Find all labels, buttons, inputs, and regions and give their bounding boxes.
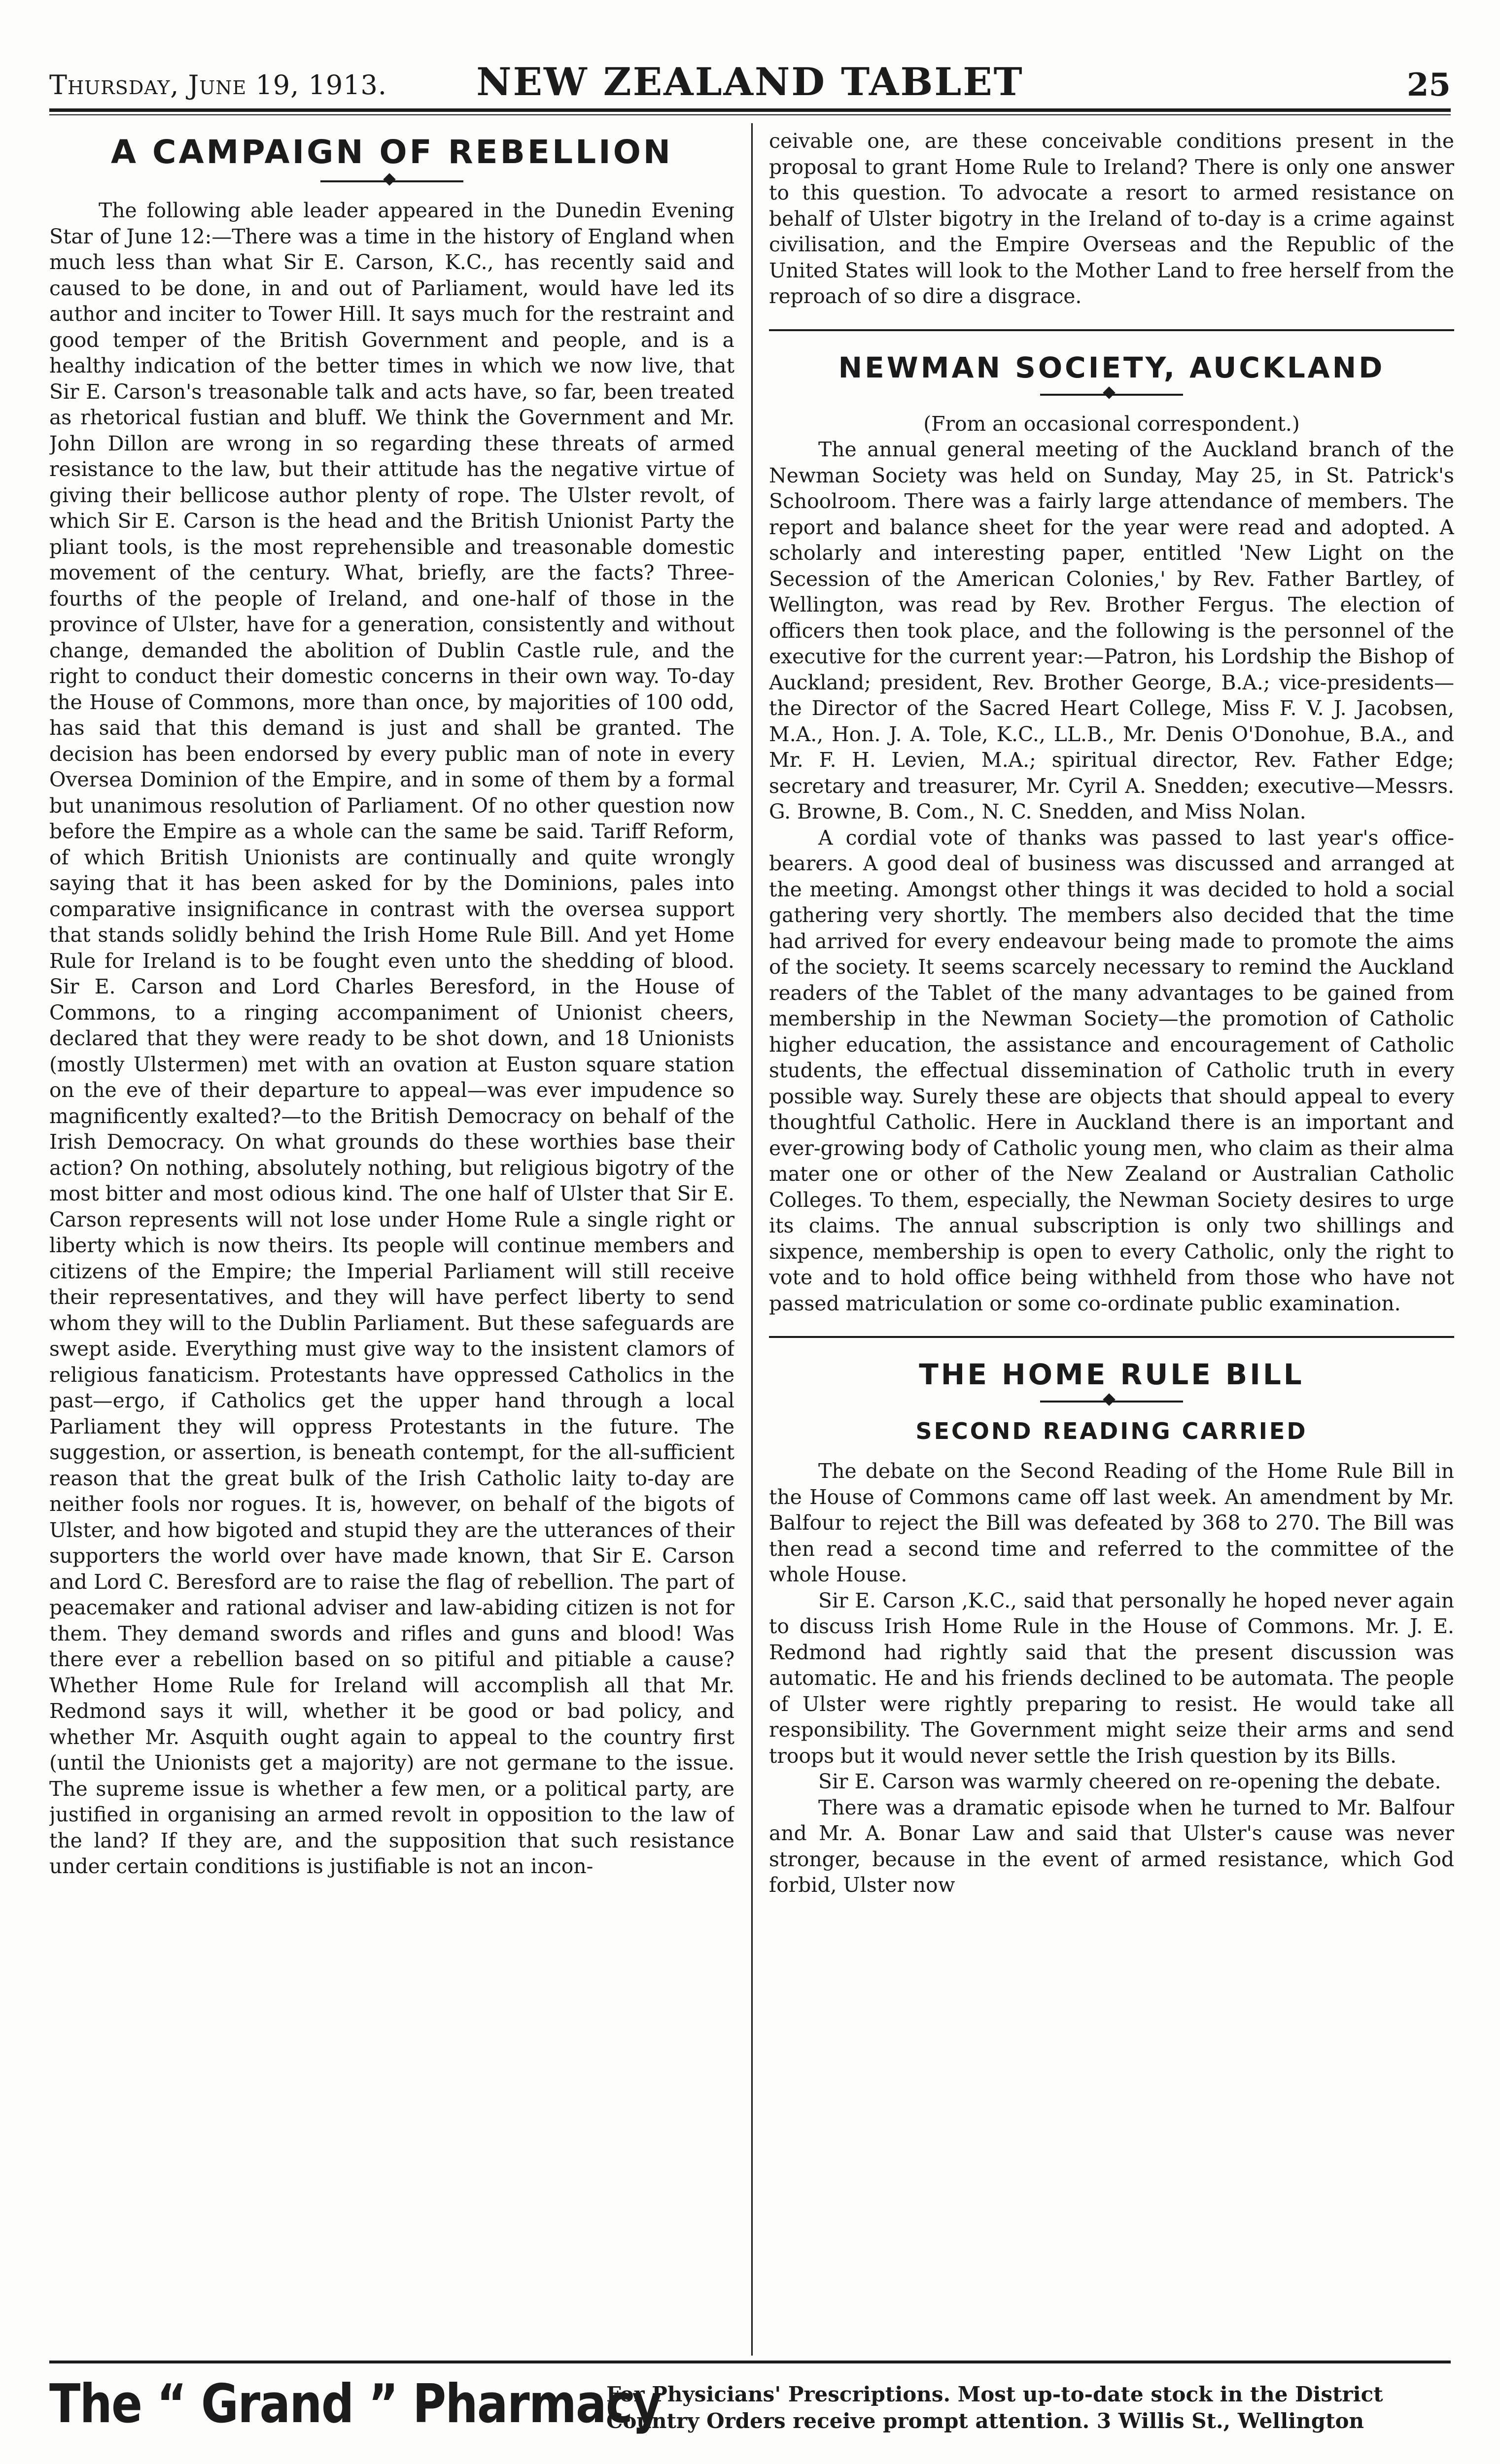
newman-paragraph: A cordial vote of thanks was passed to last year's office-bearers. A good deal of business was discussed and arranged at the meeting. Amongst other things it was decided to hold a social gathering very shortly. The members also decided that the time had arrived for every endeavour being made to promote the aims of the society. It seems scarcely necessary to remind the Auckland readers of the Tablet of the many advantages to be gained from membership in the Newman Society—the promotion of Catholic higher education, the assistance and encouragement of Catholic students, the effectual dissemination of Catholic truth in every possible way. Surely these are objects that should appeal to every thoughtful Catholic. Here in Auckland there is an important and ever-growing body of Catholic young men, who claim as their alma mater one or other of the New Zealand or Australian Catholic Colleges. To them, especially, the Newman Society desires to urge its claims. The annual subscription is only two shillings and sixpence, membership is open to every Catholic, only the right to vote and to hold office being withheld from those who have not passed matriculation or some co-ordinate public examination. xyxy=(769,825,1454,1315)
campaign-paragraph: The following able leader appeared in the Dunedin Evening Star of June 12:—There was a time in the history of England when much less than what Sir E. Carson, K.C., has recently said and caused to be done, in and out of Parliament, would have led its author and inciter to Tower Hill. It says much for the restraint and good temper of the British Government and people, and is a healthy indication of the better times in which we now live, that Sir E. Carson's treasonable talk and acts have, so far, been treated as rhetorical fustian and bluff. We think the Government and Mr. John Dillon are wrong in so regarding these threats of armed resistance to the law, but their attitude has the negative virtue of giving their bellicose author plenty of rope. The Ulster revolt, of which Sir E. Carson is the head and the British Unionist Party the pliant tools, is the most reprehensible and treasonable domestic movement of the century. What, briefly, are the facts? Three-fourths of the people of Ireland, and one-half of those in the province of Ulster, have for a generation, consistently and without change, demanded the abolition of Dublin Castle rule, and the right to conduct their domestic concerns in their own way. To-day the House of Commons, more than once, by majorities of 100 odd, has said that this demand is just and shall be granted. The decision has been endorsed by every public man of note in every Oversea Dominion of the Empire, and in some of them by a formal but unanimous resolution of Parliament. Of no other question now before the Empire as a whole can the same be said. Tariff Reform, of which British Unionists are continually and quite wrongly saying that it has been asked for by the Dominions, pales into comparative insignificance in contrast with the oversea support that stands solidly behind the Irish Home Rule Bill. And yet Home Rule for Ireland is to be fought even unto the shedding of blood. Sir E. Carson and Lord Charles Beresford, in the House of Commons, to a ringing accompaniment of Unionist cheers, declared that they were ready to be shot down, and 18 Unionists (mostly Ulstermen) met with an ovation at Euston square station on the eve of their departure to appeal—was ever impudence so magnificently exalted?—to the British Democracy on behalf of the Irish Democracy. On what grounds do these worthies base their action? On nothing, absolutely nothing, but religious bigotry of the most bitter and most odious kind. The one half of Ulster that Sir E. Carson represents will not lose under Home Rule a single right or liberty which is now theirs. Its people will continue members and citizens of the Empire; the Imperial Parliament will still receive their representatives, and they will have perfect liberty to send whom they will to the Dublin Parliament. But these safeguards are swept aside. Everything must give way to the insistent clamors of religious fanaticism. Protestants have oppressed Catholics in the past—ergo, if Catholics get the upper hand through a local Parliament they will oppress Protestants in the future. The suggestion, or assertion, is beneath contempt, for the all-sufficient reason that the great bulk of the Irish Catholic laity to-day are neither fools nor rogues. It is, however, on behalf of the bigots of Ulster, and how bigoted and stupid they are the utterances of their supporters the world over have made known, that Sir E. Carson and Lord C. Beresford are to raise the flag of rebellion. The part of peacemaker and rational adviser and law-abiding citizen is not for them. They demand swords and rifles and guns and blood! Was there ever a rebellion based on so pitiful and pitiable a cause? Whether Home Rule for Ireland will accomplish all that Mr. Redmond says it will, whether it be good or bad policy, and whether Mr. Asquith ought again to appeal to the country first (until the Unionists get a majority) are not germane to the issue. The supreme issue is whether a few men, or a political party, are justified in organising an armed revolt in opposition to the law of the land? If they are, and the supposition that such resistance under certain conditions is justifiable is not an incon- xyxy=(49,199,734,1878)
homerule-paragraph: Sir E. Carson ,K.C., said that personally he hoped never again to discuss Irish Home Rule in the House of Commons. Mr. J. E. Redmond had rightly said that the present discussion was automatic. He and his friends declined to be automata. The people of Ulster were rightly preparing to resist. He would take all responsibility. The Government might seize their arms and send troops but it would never settle the Irish question by its Bills. xyxy=(769,1588,1454,1768)
right-column xyxy=(769,128,1454,2351)
homerule-paragraph: There was a dramatic episode when he turned to Mr. Balfour and Mr. A. Bonar Law and said that Ulster's cause was never stronger, because in the event of armed resistance, which God forbid, Ulster now xyxy=(769,1795,1454,1897)
diamond-icon xyxy=(1103,1393,1115,1405)
advertisement-line: For Physicians' Prescriptions. Most up-to-date stock in the District xyxy=(606,2382,1383,2406)
diamond-icon xyxy=(1103,386,1115,399)
headline-ornament xyxy=(1040,1394,1183,1409)
homerule-subheadline: SECOND READING CARRIED xyxy=(915,1418,1308,1444)
headline-ornament xyxy=(320,174,463,189)
newspaper-title: NEW ZEALAND TABLET xyxy=(476,60,1024,104)
newman-paragraph: The annual general meeting of the Auckland branch of the Newman Society was held on Sunday, May 25, in St. Patrick's Schoolroom. There was a fairly large attendance of members. The report and balance sheet for the year were read and adopted. A scholarly and interesting paper, entitled 'New Light on the Secession of the American Colonies,' by Rev. Father Bartley, of Wellington, was read by Rev. Brother Fergus. The election of officers then took place, and the following is the personnel of the executive for the current year:—Patron, his Lordship the Bishop of Auckland; president, Rev. Brother George, B.A.; vice-presidents—the Director of the Sacred Heart College, Miss F. V. J. Jacobsen, M.A., Hon. J. A. Tole, K.C., LL.B., Mr. Denis O'Donohue, B.A., and Mr. F. H. Levien, M.A.; spiritual director, Rev. Father Edge; secretary and treasurer, Mr. Cyril A. Snedden; executive—Messrs. G. Browne, B. Com., N. C. Snedden, and Miss Nolan. xyxy=(769,438,1454,823)
column-divider xyxy=(751,123,753,2356)
advertisement-line: Country Orders receive prompt attention. 3 Willis St., Wellington xyxy=(606,2409,1364,2433)
article-rule xyxy=(769,1336,1454,1338)
advertisement-brand: The “ Grand ” Pharmacy xyxy=(49,2373,662,2435)
homerule-paragraph: The debate on the Second Reading of the Home Rule Bill in the House of Commons came off last week. An amendment by Mr. Balfour to reject the Bill was defeated by 368 to 270. The Bill was then read a second time and referred to the committee of the whole House. xyxy=(769,1459,1454,1586)
masthead-rule xyxy=(49,108,1451,112)
article-rule xyxy=(769,329,1454,331)
page-number: 25 xyxy=(1406,67,1451,103)
masthead-rule-thin xyxy=(49,114,1451,115)
masthead xyxy=(49,44,1451,108)
left-column xyxy=(49,128,734,2351)
newman-byline: (From an occasional correspondent.) xyxy=(923,411,1300,436)
pharmacy-advertisement xyxy=(49,2361,1451,2464)
homerule-headline: THE HOME RULE BILL xyxy=(919,1358,1304,1391)
advertisement-text xyxy=(606,2381,1451,2434)
campaign-headline: A CAMPAIGN OF REBELLION xyxy=(110,133,673,171)
diamond-icon xyxy=(383,173,395,185)
headline-ornament xyxy=(1040,387,1183,402)
issue-date: Thursday, June 19, 1913. xyxy=(49,69,387,101)
homerule-paragraph: Sir E. Carson was warmly cheered on re-opening the debate. xyxy=(818,1770,1441,1793)
newman-headline: NEWMAN SOCIETY, AUCKLAND xyxy=(838,350,1385,384)
campaign-continuation: ceivable one, are these conceivable conditions present in the proposal to grant Home Rule to Ireland? There is only one answer to this question. To advocate a resort to armed resistance on behalf of Ulster bigotry in the Ireland of to-day is a crime against civilisation, and the Empire Overseas and the Republic of the United States will look to the Mother Land to free herself from the reproach of so dire a disgrace. xyxy=(769,129,1454,308)
